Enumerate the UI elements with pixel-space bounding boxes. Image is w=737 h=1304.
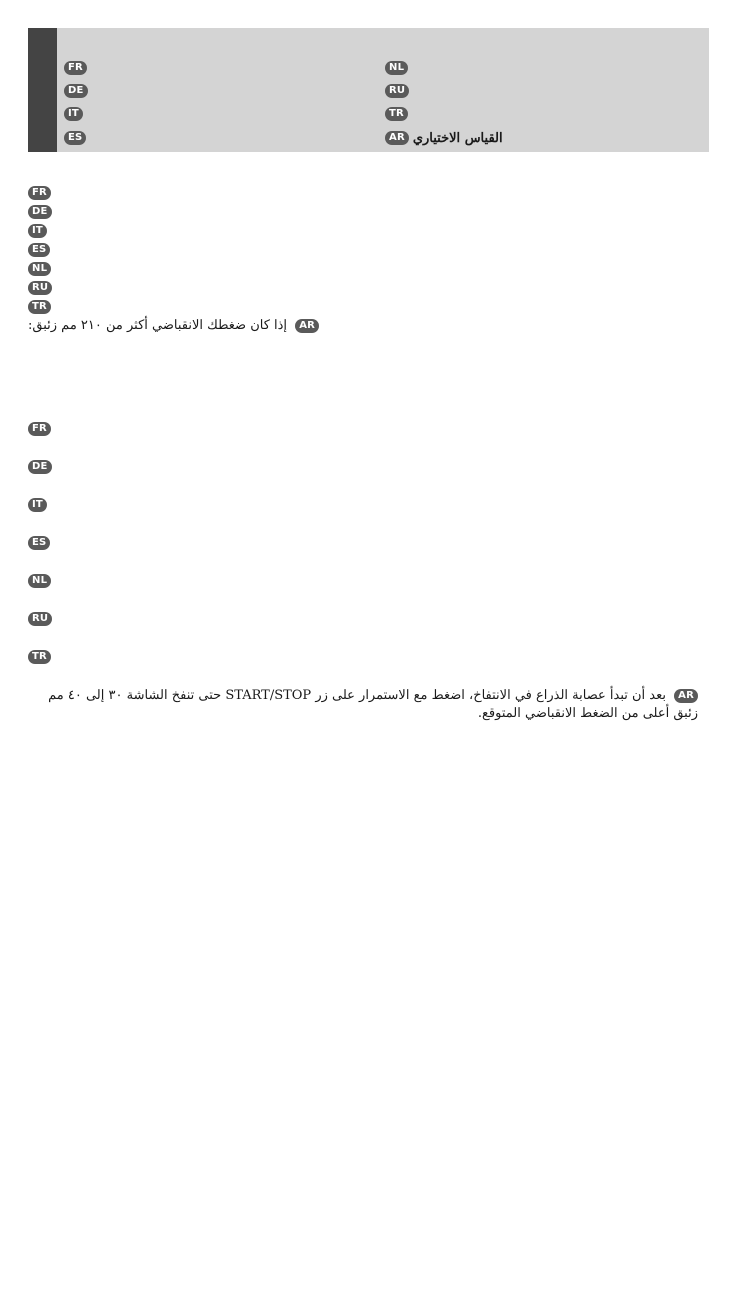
s1-badge-de: DE (28, 205, 52, 219)
s1-row-tr (28, 298, 51, 316)
s2-badge-fr: FR (28, 422, 51, 436)
s1-badge-es: ES (28, 243, 50, 257)
s2-row-ru (28, 610, 52, 628)
s1-badge-it: IT (28, 224, 47, 238)
language-header-box (28, 28, 709, 152)
s1-row-de (28, 203, 52, 221)
lang-badge-ar: AR (385, 131, 409, 145)
s2-badge-ar: AR (674, 689, 698, 703)
s2-row-nl (28, 572, 51, 590)
header-row-ru (385, 82, 409, 100)
s1-badge-nl: NL (28, 262, 51, 276)
s2-row-es (28, 534, 50, 552)
s2-badge-es: ES (28, 536, 50, 550)
s2-badge-nl: NL (28, 574, 51, 588)
lang-badge-it: IT (64, 107, 83, 121)
s1-row-ru (28, 279, 52, 297)
s1-badge-ar: AR (295, 319, 319, 333)
s2-badge-ru: RU (28, 612, 52, 626)
lang-badge-de: DE (64, 84, 88, 98)
lang-badge-nl: NL (385, 61, 408, 75)
s1-row-ar (28, 316, 319, 336)
header-row-ar (385, 129, 503, 147)
lang-badge-ru: RU (385, 84, 409, 98)
s1-row-fr (28, 184, 51, 202)
s1-row-it (28, 222, 47, 240)
s1-badge-ru: RU (28, 281, 52, 295)
s2-row-tr (28, 648, 51, 666)
s1-row-nl (28, 260, 51, 278)
s2-row-de (28, 458, 52, 476)
header-row-it (64, 105, 83, 123)
s1-row-es (28, 241, 50, 259)
header-side-bar (28, 28, 57, 152)
s1-badge-fr: FR (28, 186, 51, 200)
s2-row-fr (28, 420, 51, 438)
s2-ar-text: بعد أن تبدأ عصابة الذراع في الانتفاخ، اضغط مع الاستمرار على زر START/STOP حتى تنفخ الشاشة ٣٠ إلى ٤٠ مم زئبق أعلى من الضغط الانقباضي المتوقع. (48, 688, 698, 721)
s2-badge-tr: TR (28, 650, 51, 664)
header-row-de (64, 82, 88, 100)
s2-badge-it: IT (28, 498, 47, 512)
lang-badge-tr: TR (385, 107, 408, 121)
s1-badge-tr: TR (28, 300, 51, 314)
s2-badge-de: DE (28, 460, 52, 474)
header-row-fr (64, 59, 87, 77)
s1-ar-text: إذا كان ضغطك الانقباضي أكثر من ٢١٠ مم زئبق: (28, 318, 288, 333)
lang-badge-es: ES (64, 131, 86, 145)
lang-badge-fr: FR (64, 61, 87, 75)
header-row-tr (385, 105, 408, 123)
header-row-es (64, 129, 86, 147)
s2-row-it (28, 496, 47, 514)
s2-row-ar (28, 687, 698, 723)
header-row-nl (385, 59, 408, 77)
header-ar-title: القياس الاختياري (412, 130, 503, 146)
